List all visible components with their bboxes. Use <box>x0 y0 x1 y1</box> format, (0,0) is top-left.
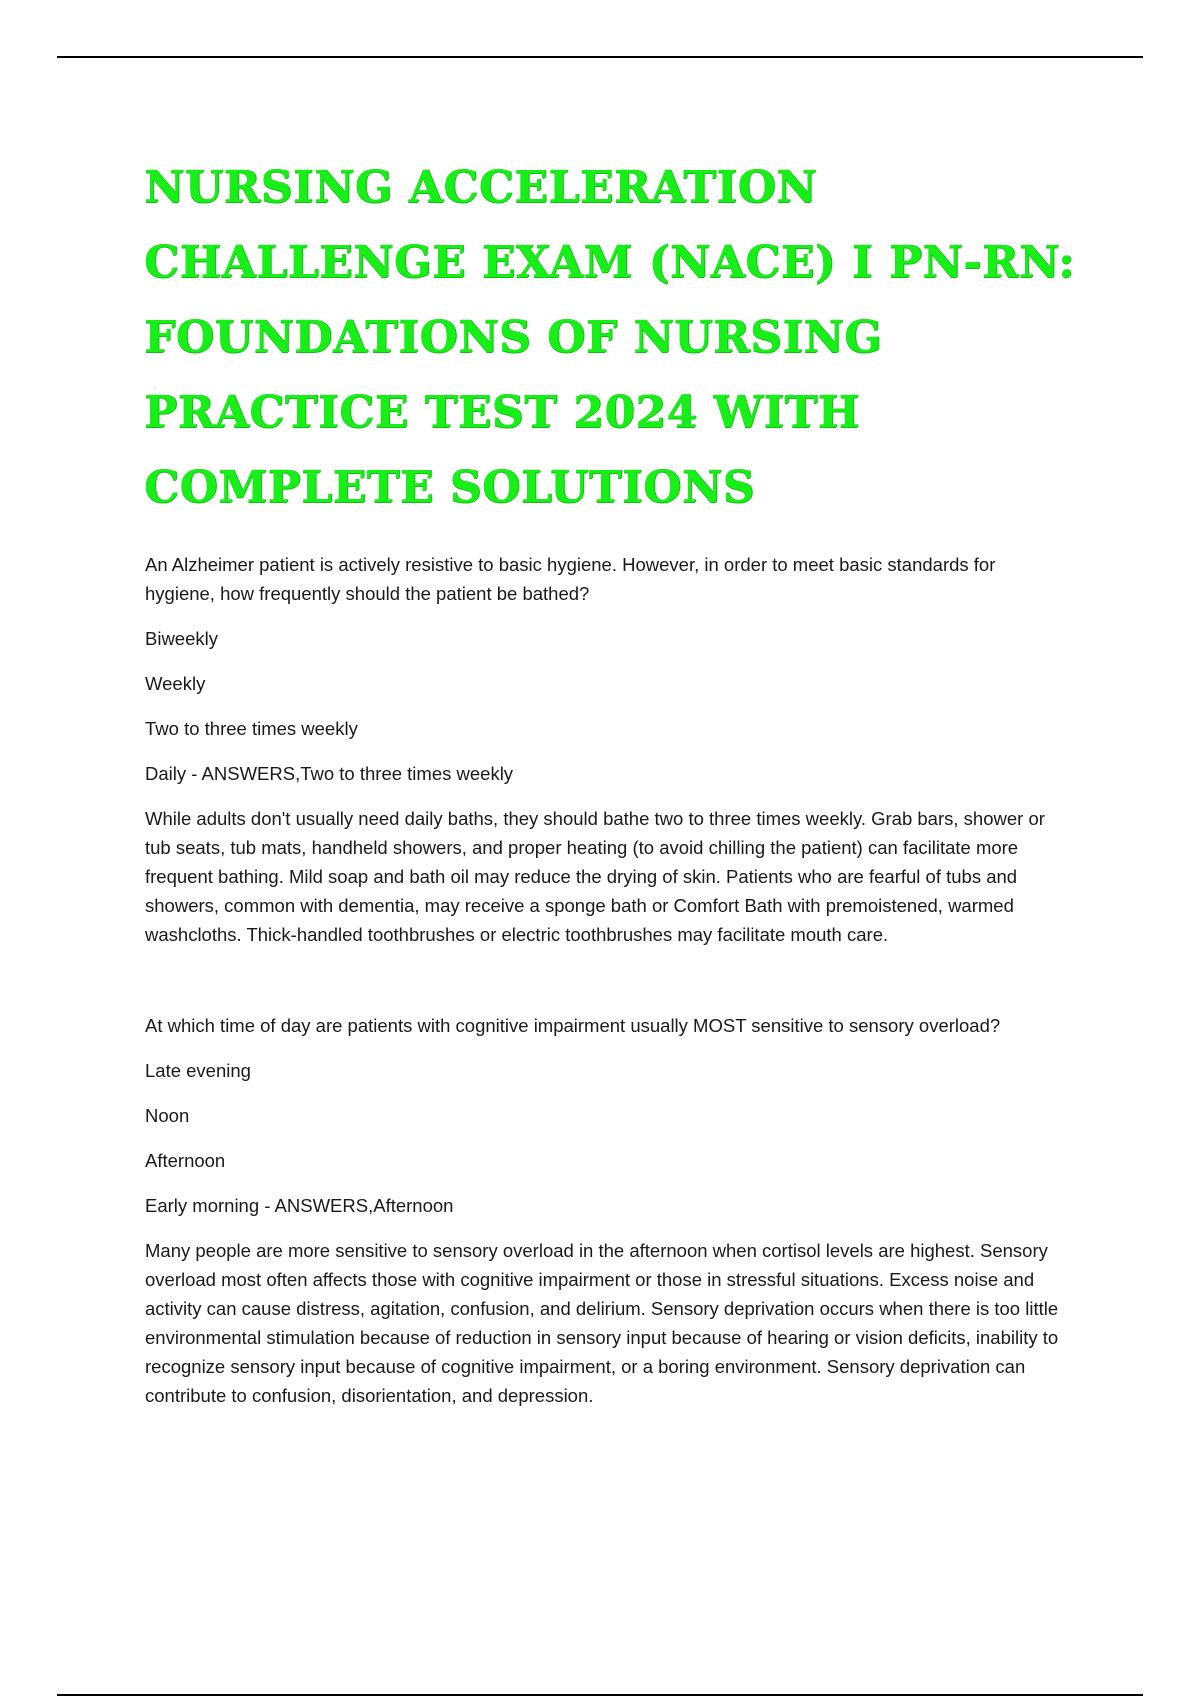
document-body <box>145 550 1065 1410</box>
top-rule <box>57 56 1143 58</box>
answer-option-4: Daily - ANSWERS,Two to three times weekly <box>145 763 514 784</box>
answer-option-3: Two to three times weekly <box>145 718 358 739</box>
answer-explanation: While adults don't usually need daily baths, they should bathe two to three times weekly. Grab bars, shower or tub seats, tub mats, handheld showers, and proper heating (to avoid chilling the patient) can facilitate more frequent bathing. Mild soap and bath oil may reduce the drying of skin. Patients who are fearful of tubs and showers, common with dementia, may receive a sponge bath or Comfort Bath with premoistened, warmed washcloths. Thick-handled toothbrushes or electric toothbrushes may facilitate mouth care. <box>145 808 1045 945</box>
question-block-1 <box>145 550 1065 949</box>
question-text: An Alzheimer patient is actively resistive to basic hygiene. However, in order to meet basic standards for hygiene, how frequently should the patient be bathed? <box>145 554 996 604</box>
question-block-2 <box>145 1011 1065 1410</box>
bottom-rule <box>57 1694 1143 1696</box>
answer-option-2: Weekly <box>145 673 206 694</box>
question-text: At which time of day are patients with cognitive impairment usually MOST sensitive to sensory overload? <box>145 1015 1001 1036</box>
answer-option-1: Late evening <box>145 1060 251 1081</box>
answer-option-4: Early morning - ANSWERS,Afternoon <box>145 1195 454 1216</box>
answer-option-3: Afternoon <box>145 1150 226 1171</box>
document-title: NURSING ACCELERATION CHALLENGE EXAM (NACE) I PN-RN: FOUNDATIONS OF NURSING PRACTICE TEST 2024 WITH COMPLETE SOLUTIONS <box>144 162 1075 513</box>
answer-explanation: Many people are more sensitive to sensory overload in the afternoon when cortisol levels are highest. Sensory overload most often affects those with cognitive impairment or those in stressful situations. Excess noise and activity can cause distress, agitation, confusion, and delirium. Sensory deprivation occurs when there is too little environmental stimulation because of reduction in sensory input because of hearing or vision deficits, inability to recognize sensory input because of cognitive impairment, or a boring environment. Sensory deprivation can contribute to confusion, disorientation, and depression. <box>145 1240 1059 1406</box>
answer-option-1: Biweekly <box>145 628 218 649</box>
answer-option-2: Noon <box>145 1105 190 1126</box>
